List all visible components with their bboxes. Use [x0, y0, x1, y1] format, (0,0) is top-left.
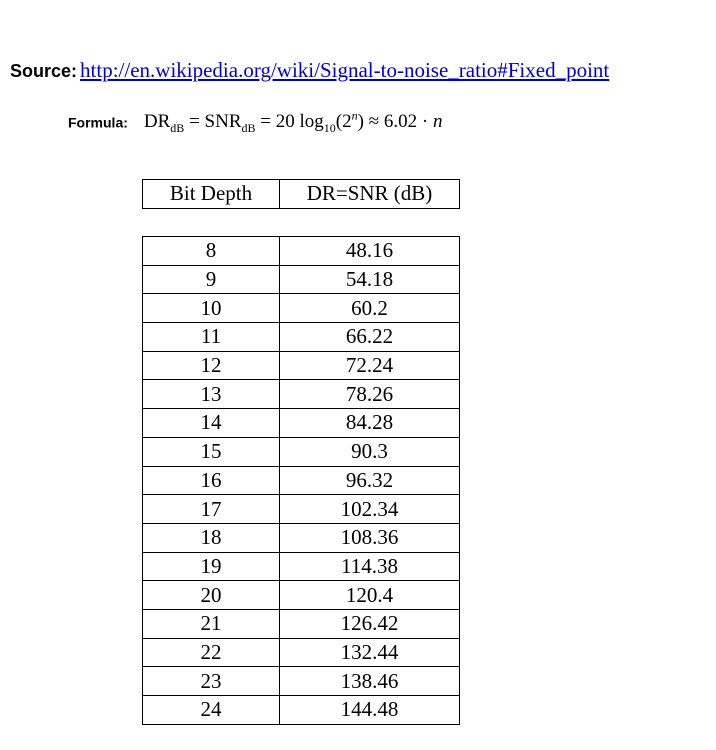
cell-bit-depth: 17	[143, 495, 280, 524]
header-bit-depth: Bit Depth	[143, 180, 280, 209]
cell-dr-snr: 84.28	[280, 409, 460, 438]
formula-label: Formula:	[68, 114, 128, 131]
formula-log-term: = 20 log	[255, 111, 324, 133]
data-table	[142, 236, 460, 725]
cell-dr-snr: 132.44	[280, 638, 460, 667]
formula-snr: SNR	[204, 111, 242, 133]
cell-dr-snr: 90.3	[280, 437, 460, 466]
cell-bit-depth: 14	[143, 409, 280, 438]
header-row	[143, 180, 460, 209]
cell-bit-depth: 20	[143, 581, 280, 610]
cell-dr-snr: 48.16	[280, 237, 460, 266]
cell-bit-depth: 19	[143, 552, 280, 581]
table-header	[142, 179, 460, 209]
cell-bit-depth: 13	[143, 380, 280, 409]
cell-dr-snr: 126.42	[280, 609, 460, 638]
cell-dr-snr: 78.26	[280, 380, 460, 409]
table-row	[143, 552, 460, 581]
formula-paren-open: (2	[335, 111, 352, 133]
source-label: Source:	[10, 61, 78, 81]
formula-db-subscript-2: dB	[241, 121, 256, 136]
table-row	[143, 351, 460, 380]
cell-dr-snr: 66.22	[280, 323, 460, 352]
formula-dr: DR	[143, 111, 171, 133]
cell-dr-snr: 108.36	[280, 523, 460, 552]
source-link[interactable]: http://en.wikipedia.org/wiki/Signal-to-noise_ratio#Fixed_point	[80, 58, 610, 82]
cell-bit-depth: 16	[143, 466, 280, 495]
cell-bit-depth: 22	[143, 638, 280, 667]
table-row	[143, 265, 460, 294]
table-row	[143, 581, 460, 610]
formula-n: n	[432, 111, 443, 133]
table-row	[143, 667, 460, 696]
formula-line	[68, 109, 442, 136]
cell-dr-snr: 138.46	[280, 667, 460, 696]
table-row	[143, 294, 460, 323]
table-row	[143, 638, 460, 667]
table-body	[143, 237, 460, 725]
table-row	[143, 437, 460, 466]
cell-bit-depth: 10	[143, 294, 280, 323]
formula-expression	[143, 109, 443, 136]
table-row	[143, 495, 460, 524]
cell-bit-depth: 9	[143, 265, 280, 294]
table-row	[143, 696, 460, 725]
header-dr-snr: DR=SNR (dB)	[280, 180, 460, 209]
cell-bit-depth: 12	[143, 351, 280, 380]
cell-bit-depth: 18	[143, 523, 280, 552]
table-row	[143, 380, 460, 409]
table-row	[143, 323, 460, 352]
cell-dr-snr: 60.2	[280, 294, 460, 323]
cell-bit-depth: 8	[143, 237, 280, 266]
table-row	[143, 523, 460, 552]
formula-equals-1: =	[184, 111, 205, 133]
formula-exponent: n	[351, 109, 358, 123]
cell-bit-depth: 11	[143, 323, 280, 352]
cell-dr-snr: 114.38	[280, 552, 460, 581]
cell-bit-depth: 23	[143, 667, 280, 696]
formula-db-subscript-1: dB	[170, 121, 185, 136]
table-row	[143, 466, 460, 495]
cell-dr-snr: 96.32	[280, 466, 460, 495]
cell-bit-depth: 15	[143, 437, 280, 466]
cell-dr-snr: 54.18	[280, 265, 460, 294]
table-row	[143, 237, 460, 266]
cell-bit-depth: 21	[143, 609, 280, 638]
table-row	[143, 609, 460, 638]
table-row	[143, 409, 460, 438]
cell-dr-snr: 102.34	[280, 495, 460, 524]
cell-bit-depth: 24	[143, 696, 280, 725]
formula-log-base: 10	[323, 121, 336, 136]
formula-approx: ) ≈ 6.02 ·	[357, 111, 433, 133]
cell-dr-snr: 72.24	[280, 351, 460, 380]
source-line	[10, 58, 609, 83]
cell-dr-snr: 120.4	[280, 581, 460, 610]
cell-dr-snr: 144.48	[280, 696, 460, 725]
